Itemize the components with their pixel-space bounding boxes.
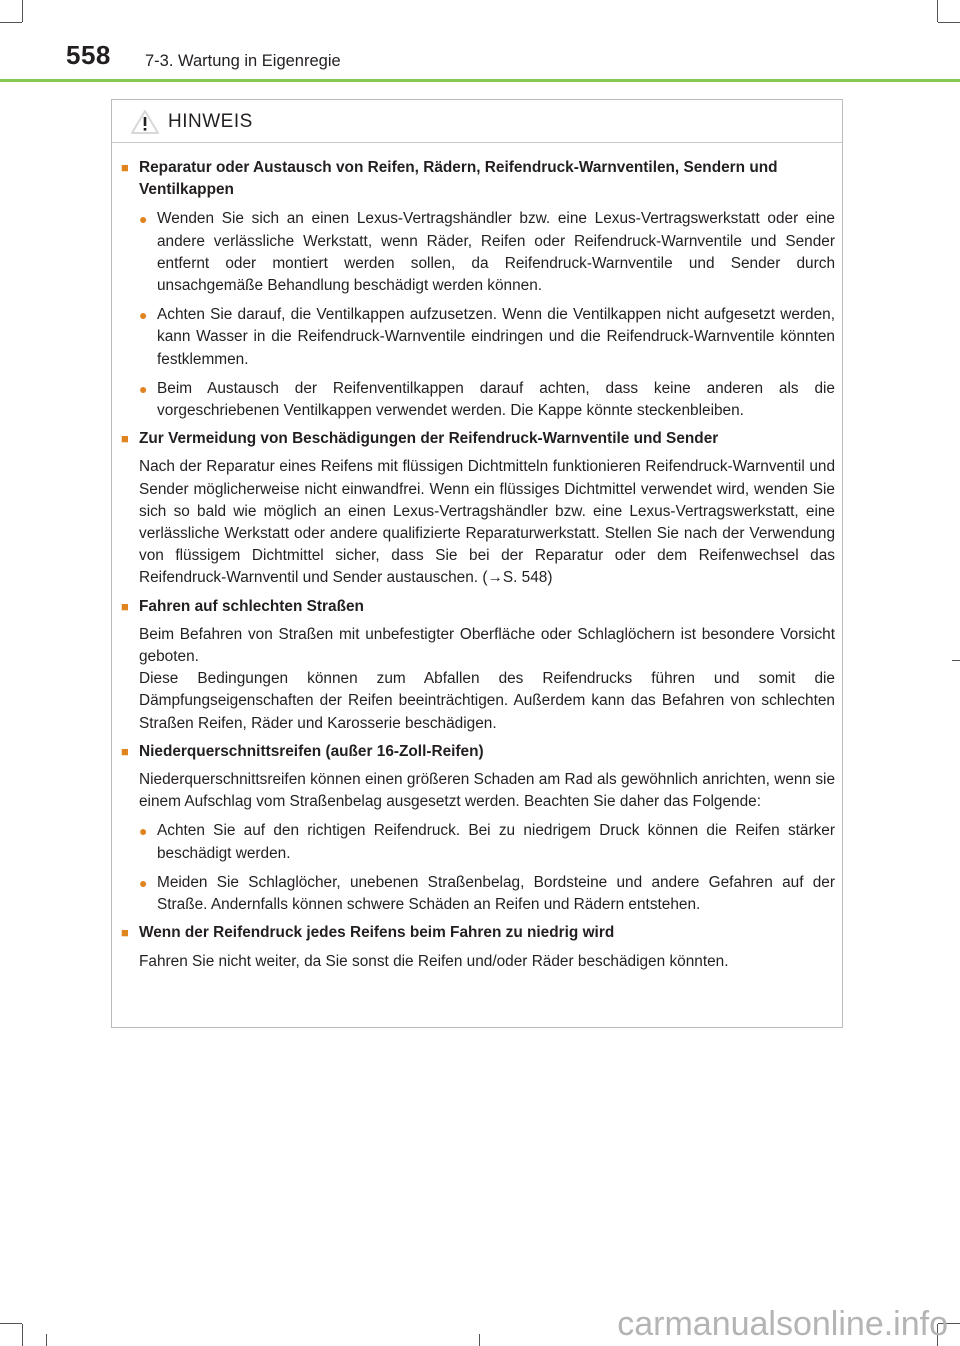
crop-mark	[22, 0, 23, 22]
crop-mark	[46, 1334, 47, 1346]
crop-mark	[22, 1324, 23, 1346]
section-paragraph: Fahren Sie nicht weiter, da Sie sonst die Reifen und/oder Räder beschädigen könnten.	[139, 952, 729, 970]
square-bullet-icon: ■	[121, 160, 129, 175]
section-heading	[121, 596, 835, 618]
square-bullet-icon: ■	[121, 431, 129, 447]
section-heading-text: Wenn der Reifendruck jedes Reifens beim Fahren zu niedrig wird	[139, 924, 615, 942]
notice-header	[130, 109, 253, 135]
notice-content	[121, 157, 835, 979]
round-bullet-icon: ●	[139, 211, 148, 228]
notice-section	[121, 157, 835, 422]
notice-title: HINWEIS	[168, 111, 253, 132]
square-bullet-icon: ■	[121, 925, 129, 941]
watermark: carmanualsonline.info	[617, 1305, 948, 1343]
header-rule	[0, 79, 960, 82]
section-title: 7-3. Wartung in Eigenregie	[145, 52, 341, 70]
notice-section	[121, 741, 835, 916]
bullet-item	[139, 872, 835, 916]
square-bullet-icon: ■	[121, 598, 129, 614]
bullet-text: Wenden Sie sich an einen Lexus-Vertragshändler bzw. eine Lexus-Vertragswerkstatt oder eine andere verlässliche Werkstatt, wenn Räder, Reifen oder Reifendruck-Warnventile und Sender entfernt oder montiert werden sollen, da Reifendruck-Warnventile und Sender durch unsachgemäße Behandlung beschädigt werden können.	[157, 210, 835, 295]
page-number: 558	[66, 40, 111, 70]
crop-mark	[937, 0, 938, 22]
section-heading-text: Zur Vermeidung von Beschädigungen der Reifendruck-Warnventile und Sender	[139, 430, 719, 448]
notice-divider	[112, 142, 842, 143]
crop-mark	[0, 22, 22, 23]
crop-mark	[0, 1323, 22, 1324]
section-heading-text: Fahren auf schlechten Straßen	[139, 597, 364, 615]
round-bullet-icon: ●	[139, 874, 148, 891]
section-heading-text: Reparatur oder Austausch von Reifen, Rädern, Reifendruck-Warnventilen, Sendern und Ventilkappen	[139, 159, 778, 199]
round-bullet-icon: ●	[139, 823, 148, 840]
notice-box	[111, 99, 843, 1028]
section-paragraph: Nach der Reparatur eines Reifens mit flüssigen Dichtmitteln funktionieren Reifendruck-Warnventil und Sender möglicherweise nicht einwandfrei. Wenn ein flüssiges Dichtmittel verwendet wird, wenden Sie sich so bald wie möglich an einen Lexus-Vertragshändler bzw. eine Lexus-Vertragswerkstatt, eine verlässliche Werkstatt oder andere qualifizierte Reparaturwerkstatt. Stellen Sie nach der Verwendung von flüssigem Dichtmittel sicher, dass Sie bei der Reparatur oder dem Reifenwechsel das Reifendruck-Warnventil und Sender austauschen. (→S. 548)	[139, 458, 835, 587]
section-paragraph: Diese Bedingungen können zum Abfallen des Reifendrucks führen und somit die Dämpfungseigenschaften der Reifen beeinträchtigen. Außerdem kann das Befahren von schlechten Straßen Reifen, Räder und Karosserie beschädigen.	[139, 670, 835, 732]
bullet-item	[139, 820, 835, 864]
section-paragraph: Niederquerschnittsreifen können einen größeren Schaden am Rad als gewöhnlich anrichten, wenn sie einem Aufschlag vom Straßenbelag ausgesetzt werden. Beachten Sie daher das Folgende:	[139, 771, 835, 811]
bullet-item	[139, 378, 835, 422]
section-heading-text: Niederquerschnittsreifen (außer 16-Zoll-Reifen)	[139, 742, 484, 760]
bullet-text: Beim Austausch der Reifenventilkappen darauf achten, dass keine anderen als die vorgeschriebenen Ventilkappen verwendet werden. Die Kappe könnte steckenbleiben.	[157, 379, 835, 420]
bullet-item	[139, 304, 835, 371]
section-paragraph: Beim Befahren von Straßen mit unbefestigter Oberfläche oder Schlaglöchern ist besondere Vorsicht geboten.	[139, 625, 835, 666]
bullet-text: Meiden Sie Schlaglöcher, unebenen Straßenbelag, Bordsteine und andere Gefahren auf der Straße. Andernfalls können schwere Schäden an Reifen und Rädern entstehen.	[157, 873, 835, 914]
bullet-text: Achten Sie darauf, die Ventilkappen aufzusetzen. Wenn die Ventilkappen nicht aufgesetzt werden, kann Wasser in die Reifendruck-Warnventile eindringen und die Reifendruck-Warnventile könnten festklemmen.	[157, 306, 835, 368]
bullet-text: Achten Sie auf den richtigen Reifendruck. Bei zu niedrigem Druck können die Reifen stärker beschädigt werden.	[157, 822, 835, 862]
crop-mark	[952, 660, 960, 661]
square-bullet-icon: ■	[121, 743, 129, 759]
crop-mark	[479, 1334, 480, 1346]
notice-section	[121, 428, 835, 589]
notice-section	[121, 596, 835, 735]
round-bullet-icon: ●	[139, 380, 148, 397]
notice-section	[121, 922, 835, 972]
warning-triangle-icon	[130, 109, 160, 135]
section-heading	[121, 922, 835, 944]
round-bullet-icon: ●	[139, 307, 148, 324]
crop-mark	[938, 22, 960, 23]
section-heading	[121, 428, 835, 450]
bullet-item	[139, 208, 835, 297]
section-heading	[121, 741, 835, 763]
section-heading	[121, 157, 835, 201]
